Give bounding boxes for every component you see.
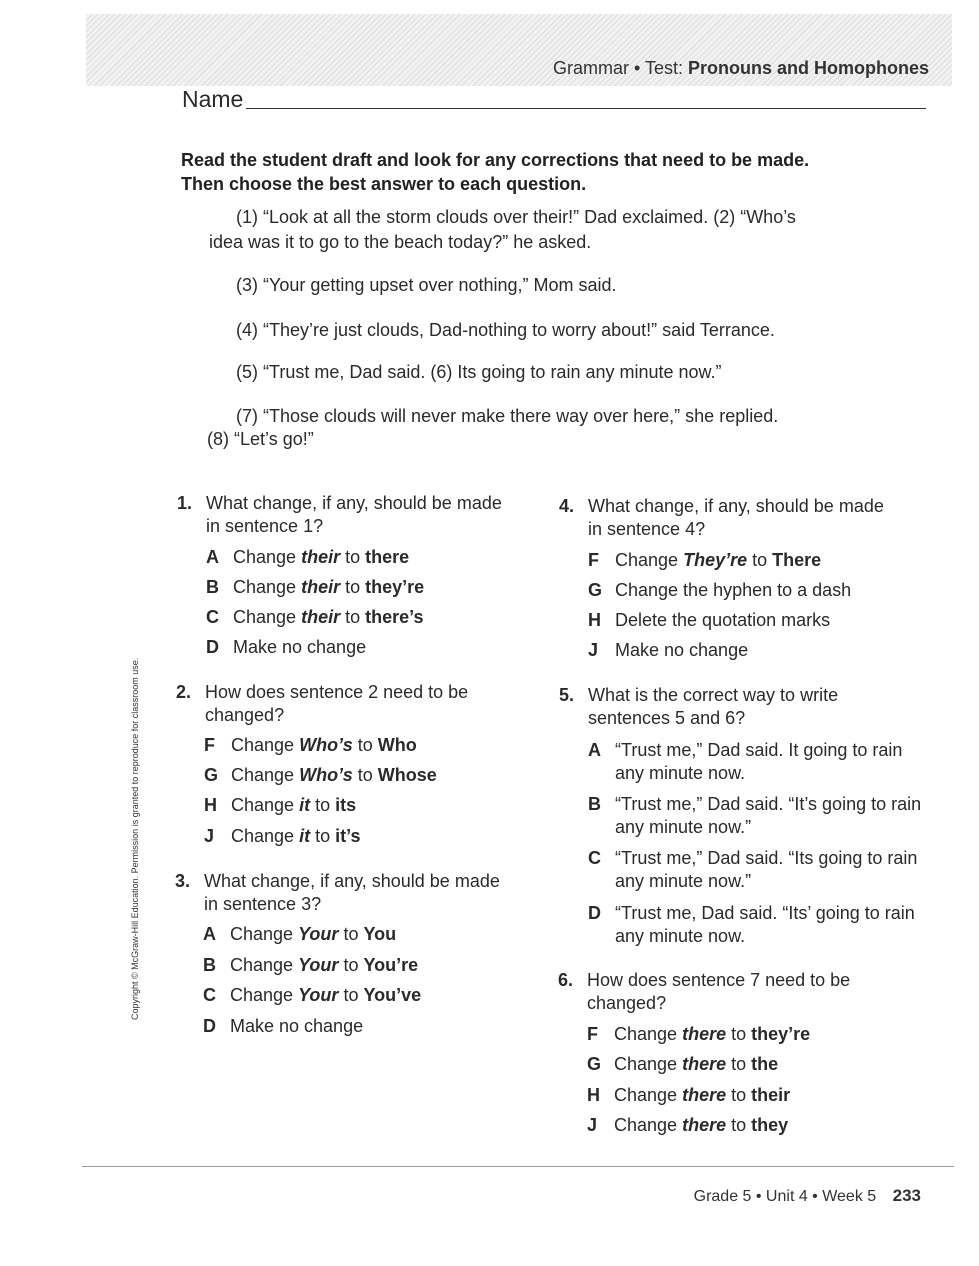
q2-option-g[interactable]: G Change Who’s to Whose — [204, 765, 437, 785]
option-letter: C — [203, 985, 216, 1005]
question-1 — [177, 492, 506, 538]
option-letter: F — [588, 550, 599, 570]
q6-option-j[interactable]: J Change there to they — [587, 1115, 789, 1135]
q2-option-h[interactable]: H Change it to its — [204, 795, 357, 815]
question-number: 6. — [558, 970, 574, 990]
question-3 — [175, 870, 504, 916]
name-label: Name — [182, 86, 244, 112]
q5-option-a[interactable]: A “Trust me,” Dad said. It going to rain any minute now. — [588, 740, 903, 783]
question-number: 2. — [176, 682, 192, 702]
option-letter: G — [588, 580, 603, 600]
page-footer — [694, 1186, 921, 1206]
option-letter: C — [588, 848, 601, 868]
passage-p3: (4) “They’re just clouds, Dad-nothing to worry about!” said Terrance. — [236, 320, 775, 340]
q1-option-b[interactable]: B Change their to they’re — [206, 577, 425, 597]
passage-p1-line1: (1) “Look at all the storm clouds over their!” Dad exclaimed. (2) “Who’s — [236, 207, 796, 227]
option-letter: D — [203, 1016, 216, 1036]
option-letter: G — [204, 765, 219, 785]
q6-option-g[interactable]: G Change there to the — [587, 1054, 779, 1074]
q5-option-c[interactable]: C “Trust me,” Dad said. “Its going to rain any minute now.” — [588, 848, 918, 891]
test-header — [553, 58, 929, 79]
option-letter: D — [206, 637, 219, 657]
page-number: 233 — [892, 1186, 921, 1205]
header-subject: Grammar • Test: — [552, 58, 683, 78]
q3-option-a[interactable]: A Change Your to You — [203, 924, 397, 944]
option-letter: H — [588, 610, 601, 630]
q5-option-d[interactable]: D “Trust me, Dad said. “Its’ going to rain any minute now. — [588, 903, 915, 946]
q6-option-f[interactable]: F Change there to they’re — [587, 1024, 811, 1044]
question-number: 1. — [177, 493, 193, 513]
q1-option-d[interactable]: D Make no change — [206, 637, 367, 657]
option-letter: F — [204, 735, 215, 755]
option-letter: B — [588, 794, 601, 814]
option-letter: J — [587, 1115, 598, 1135]
q4-option-g[interactable]: G Change the hyphen to a dash — [588, 580, 852, 600]
question-2 — [176, 681, 505, 727]
question-stem: How does sentence 2 need to be changed? — [205, 682, 469, 725]
question-number: 4. — [559, 496, 575, 516]
option-letter: G — [587, 1054, 602, 1074]
option-letter: J — [588, 640, 599, 660]
footer-divider — [82, 1166, 954, 1167]
passage-p2: (3) “Your getting upset over nothing,” Mom said. — [236, 275, 617, 295]
q6-option-h[interactable]: H Change there to their — [587, 1085, 791, 1105]
header-test-title: Pronouns and Homophones — [688, 58, 929, 78]
copyright-notice: Copyright © McGraw-Hill Education. Permission is granted to reproduce for classroom use. — [130, 657, 140, 1020]
question-stem: What change, if any, should be made in sentence 4? — [588, 496, 884, 539]
option-letter: H — [204, 795, 217, 815]
q3-option-c[interactable]: C Change Your to You’ve — [203, 985, 422, 1005]
option-letter: D — [588, 903, 601, 923]
question-stem: What change, if any, should be made in sentence 1? — [206, 493, 502, 536]
q4-option-h[interactable]: H Delete the quotation marks — [588, 610, 831, 630]
passage-p5-line1: (7) “Those clouds will never make there way over here,” she replied. — [236, 406, 779, 426]
option-letter: J — [204, 826, 215, 846]
q1-option-c[interactable]: C Change their to there’s — [206, 607, 424, 627]
passage-p4: (5) “Trust me, Dad said. (6) Its going to rain any minute now.” — [236, 362, 722, 382]
q2-option-f[interactable]: F Change Who’s to Who — [204, 735, 417, 755]
option-letter: B — [206, 577, 219, 597]
question-5 — [559, 684, 888, 730]
question-stem: What change, if any, should be made in sentence 3? — [204, 871, 500, 914]
option-letter: F — [587, 1024, 598, 1044]
option-letter: A — [588, 740, 601, 760]
question-6 — [558, 969, 887, 1015]
option-letter: B — [203, 955, 216, 975]
passage-p5-line2: (8) “Let’s go!” — [207, 429, 314, 449]
q2-option-j[interactable]: J Change it to it’s — [204, 826, 361, 846]
option-letter: A — [203, 924, 216, 944]
passage-p1-line2: idea was it to go to the beach today?” he asked. — [209, 232, 592, 252]
question-4 — [559, 495, 888, 541]
option-letter: A — [206, 547, 219, 567]
q5-option-b[interactable]: B “Trust me,” Dad said. “It’s going to rain any minute now.” — [588, 794, 922, 837]
question-stem: How does sentence 7 need to be changed? — [587, 970, 851, 1013]
q4-option-f[interactable]: F Change They’re to There — [588, 550, 822, 570]
question-number: 5. — [559, 685, 575, 705]
q3-option-b[interactable]: B Change Your to You’re — [203, 955, 419, 975]
option-letter: H — [587, 1085, 600, 1105]
q4-option-j[interactable]: J Make no change — [588, 640, 749, 660]
question-stem: What is the correct way to write sentences 5 and 6? — [588, 685, 839, 728]
q1-option-a[interactable]: A Change their to there — [206, 547, 410, 567]
question-number: 3. — [175, 871, 191, 891]
q3-option-d[interactable]: D Make no change — [203, 1016, 364, 1036]
option-letter: C — [206, 607, 219, 627]
instructions: Read the student draft and look for any corrections that need to be made. Then choose the best answer to each question. — [181, 150, 810, 194]
grade-info: Grade 5 • Unit 4 • Week 5 — [693, 1188, 877, 1205]
name-write-line[interactable] — [246, 108, 926, 109]
